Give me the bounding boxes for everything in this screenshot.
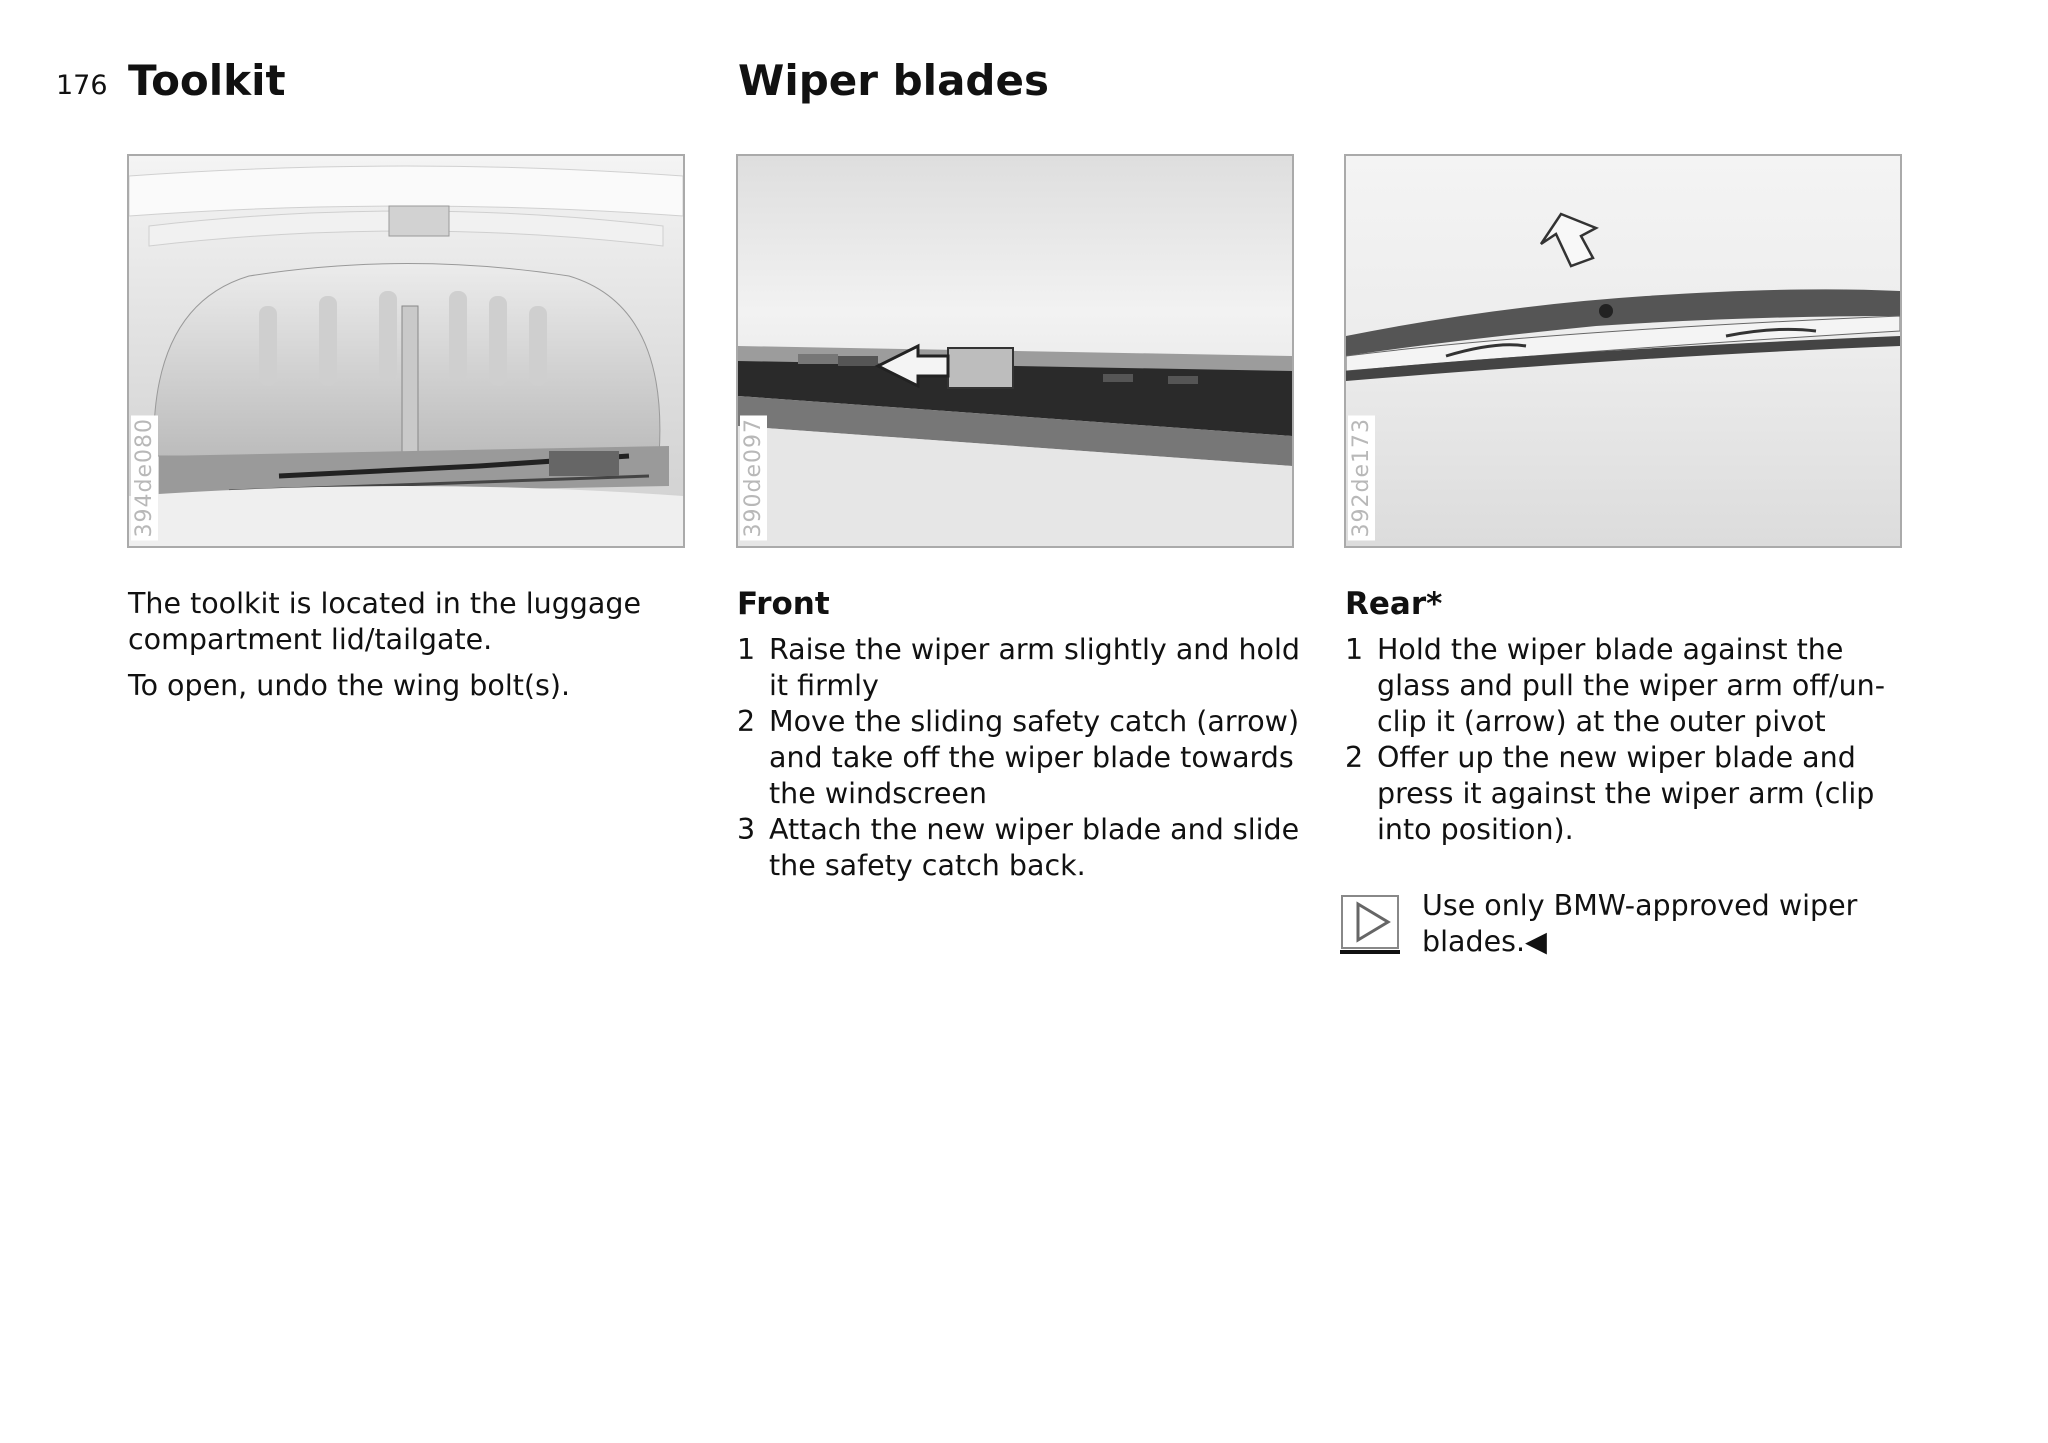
rear-step: [1345, 740, 1905, 848]
rear-wiper-illustration: [1346, 156, 1900, 546]
toolkit-illustration: [129, 156, 683, 546]
wiper-title: Wiper blades: [738, 56, 1049, 105]
step-number: 1: [1345, 633, 1364, 666]
rear-steps: [1345, 632, 1905, 848]
step-text: Offer up the new wiper blade and press it against the wiper arm (clip into position).: [1377, 741, 1875, 846]
toolkit-figure: [127, 154, 685, 548]
step-number: 1: [737, 633, 756, 666]
toolkit-paragraph: To open, undo the wing bolt(s).: [128, 669, 571, 702]
toolkit-title: Toolkit: [128, 56, 286, 105]
front-step: [737, 704, 1317, 812]
front-wiper-figure: [736, 154, 1294, 548]
note-text: Use only BMW-approved wiper blades.◀: [1422, 889, 1858, 958]
step-text: Raise the wiper arm slightly and hold it firmly: [769, 633, 1301, 702]
page-number: 176: [56, 70, 108, 101]
front-heading: Front: [737, 586, 830, 622]
note-triangle-icon: [1340, 894, 1400, 954]
rear-wiper-figure: [1344, 154, 1902, 548]
toolkit-text: [128, 586, 688, 704]
front-wiper-illustration: [738, 156, 1292, 546]
step-number: 2: [1345, 741, 1364, 774]
step-number: 2: [737, 705, 756, 738]
front-step: [737, 632, 1317, 704]
front-steps: [737, 632, 1317, 884]
step-text: Attach the new wiper blade and slide the safety catch back.: [769, 813, 1300, 882]
rear-step: [1345, 632, 1905, 740]
image-code: 394de080: [131, 415, 158, 540]
step-text: Hold the wiper blade against the glass and pull the wiper arm off/un-clip it (arrow) at the outer pivot: [1377, 633, 1886, 738]
toolkit-paragraph: The toolkit is located in the luggage compartment lid/tailgate.: [128, 587, 641, 656]
image-code: 392de173: [1348, 415, 1375, 540]
step-text: Move the sliding safety catch (arrow) and take off the wiper blade towards the windscreen: [769, 705, 1300, 810]
image-code: 390de097: [740, 415, 767, 540]
step-number: 3: [737, 813, 756, 846]
front-step: [737, 812, 1317, 884]
rear-heading: Rear*: [1345, 586, 1443, 622]
